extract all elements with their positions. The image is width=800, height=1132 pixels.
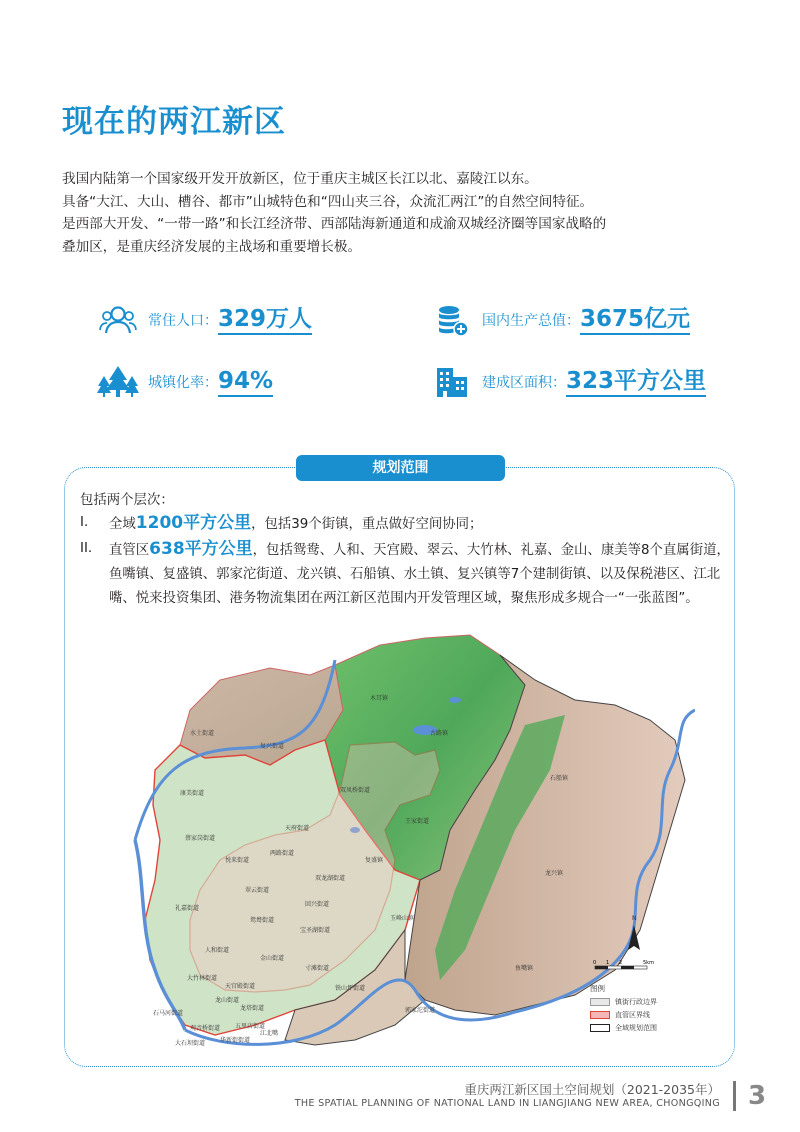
map-label: 鱼嘴镇 (515, 965, 534, 972)
coins-icon (430, 300, 474, 340)
footer-divider (733, 1081, 736, 1111)
map-label: 双凤桥街道 (340, 787, 371, 794)
intro-line: 我国内陆第一个国家级开发开放新区，位于重庆主城区长江以北、嘉陵江以东。 (62, 171, 538, 187)
plan-intro: 包括两个层次： (80, 493, 174, 508)
plan-item (80, 537, 730, 611)
map-label: 金山街道 (260, 955, 285, 962)
stat-population (96, 300, 312, 340)
map-label: 礼嘉街道 (175, 905, 200, 912)
stat-urbanization (96, 362, 273, 402)
plan-item-number: II. (80, 541, 93, 556)
plan-item-prefix: 全域 (109, 517, 136, 532)
map-label: 天宫殿街道 (225, 983, 256, 990)
map-label: 蔡家岗街道 (185, 835, 216, 842)
footer-title-en: THE SPATIAL PLANNING OF NATIONAL LAND IN LIANGJIANG NEW AREA, CHONGQING (294, 1098, 720, 1109)
stat-label: 常住人口： (148, 313, 218, 329)
plan-scope-badge: 规划范围 (296, 455, 505, 481)
stat-value: 94% (218, 368, 273, 397)
svg-text:0: 0 (593, 960, 597, 966)
intro-line: 具备“大江、大山、槽谷、都市”山城特色和“四山夹三谷，众流汇两江”的自然空间特征。 (62, 193, 594, 210)
map-label: 水土街道 (190, 730, 215, 737)
plan-item-text: ，包括39个街镇，重点做好空间协同； (251, 517, 483, 532)
map-label: 康美街道 (180, 790, 205, 797)
stat-value: 329万人 (218, 306, 312, 335)
map-label: 龙山街道 (215, 997, 240, 1004)
footer-title-cn: 重庆两江新区国土空间规划（2021-2035年） (464, 1082, 720, 1097)
page-number: 3 (748, 1081, 767, 1111)
legend-item (590, 997, 690, 1007)
map-label: 观音桥街道 (190, 1025, 221, 1032)
legend-label: 全域规划范围 (615, 1024, 657, 1032)
map-label: 玉峰山镇 (390, 915, 415, 922)
map-label: 天府街道 (285, 825, 310, 832)
map-label: 龙兴镇 (545, 870, 564, 877)
stat-label: 建成区面积： (482, 375, 566, 391)
map-label: 宝圣湖街道 (300, 927, 331, 934)
plan-item-number: I. (80, 515, 89, 530)
map-label: 鸳鸯街道 (250, 917, 275, 924)
plan-item-area: 638平方公里 (149, 539, 253, 559)
map-legend (590, 983, 690, 1036)
plan-item-area: 1200平方公里 (135, 513, 252, 533)
map-label: 铁山坪街道 (335, 985, 366, 992)
page-title: 现在的两江新区 (62, 104, 286, 140)
plan-item-text: ，包括鸳鸯、人和、天宫殿、翠云、大竹林、礼嘉、金山、康美等8个直属街道，鱼嘴镇、复盛镇、郭家沱街道、龙兴镇、石船镇、水土镇、复兴镇等7个建制街镇、以及保税港区、江北嘴、悦来投资集团、港务物流集团在两江新区范围内开发管理区域，聚焦形成多规合一“一张蓝图”。 (109, 543, 730, 606)
plan-item-prefix: 直管区 (109, 543, 150, 558)
map-label: 木耳镇 (370, 695, 389, 702)
map-label: 江北嘴 (260, 1030, 279, 1037)
map-label: 双龙湖街道 (315, 875, 346, 882)
map-label: 回兴街道 (305, 901, 330, 908)
stat-value: 323平方公里 (566, 368, 706, 397)
map-label: 大石坝街道 (175, 1040, 206, 1047)
legend-label: 直管区界线 (615, 1011, 650, 1019)
svg-text:2: 2 (619, 960, 623, 966)
intro-line: 叠加区，是重庆经济发展的主战场和重要增长极。 (62, 238, 362, 255)
map-label: 五里店街道 (235, 1023, 266, 1030)
map-label: 华新街街道 (220, 1037, 251, 1044)
map-label: 石马河街道 (153, 1010, 184, 1017)
map-label: 大竹林街道 (187, 975, 218, 982)
buildings-icon (430, 362, 474, 402)
map-label: 悦来街道 (225, 857, 250, 864)
trees-icon (96, 362, 140, 402)
legend-item (590, 1023, 690, 1033)
legend-swatch (590, 1024, 610, 1032)
svg-text:1: 1 (606, 960, 610, 966)
stat-built-area (430, 362, 706, 402)
people-icon (96, 300, 140, 340)
stat-label: 国内生产总值： (482, 313, 580, 329)
stat-label: 城镇化率： (148, 375, 218, 391)
map-label: 王家街道 (405, 818, 430, 825)
legend-label: 镇街行政边界 (615, 998, 657, 1006)
legend-title: 图例 (590, 984, 605, 993)
map-label: 石船镇 (550, 775, 569, 782)
legend-item (590, 1010, 690, 1020)
svg-text:5km: 5km (643, 960, 654, 966)
map-label: 郭家沱街道 (405, 1007, 436, 1014)
map-label: 两路街道 (270, 850, 295, 857)
map-label: 复盛镇 (365, 857, 384, 864)
legend-swatch (590, 1011, 610, 1019)
svg-text:N: N (632, 915, 637, 922)
stat-value: 3675亿元 (580, 306, 690, 335)
map-label: 古路镇 (430, 730, 449, 737)
intro-paragraph (62, 168, 752, 258)
map-label: 翠云街道 (245, 887, 270, 894)
map-label: 人和街道 (205, 947, 230, 954)
map-label: 寸滩街道 (305, 965, 330, 972)
stat-gdp (430, 300, 690, 340)
plan-item (80, 511, 730, 537)
intro-line: 是西部大开发、“一带一路”和长江经济带、西部陆海新通道和成渝双城经济圈等国家战略的 (62, 216, 607, 232)
legend-swatch (590, 998, 610, 1006)
map-label: 龙塔街道 (240, 1005, 265, 1012)
map-label: 复兴街道 (260, 743, 285, 750)
